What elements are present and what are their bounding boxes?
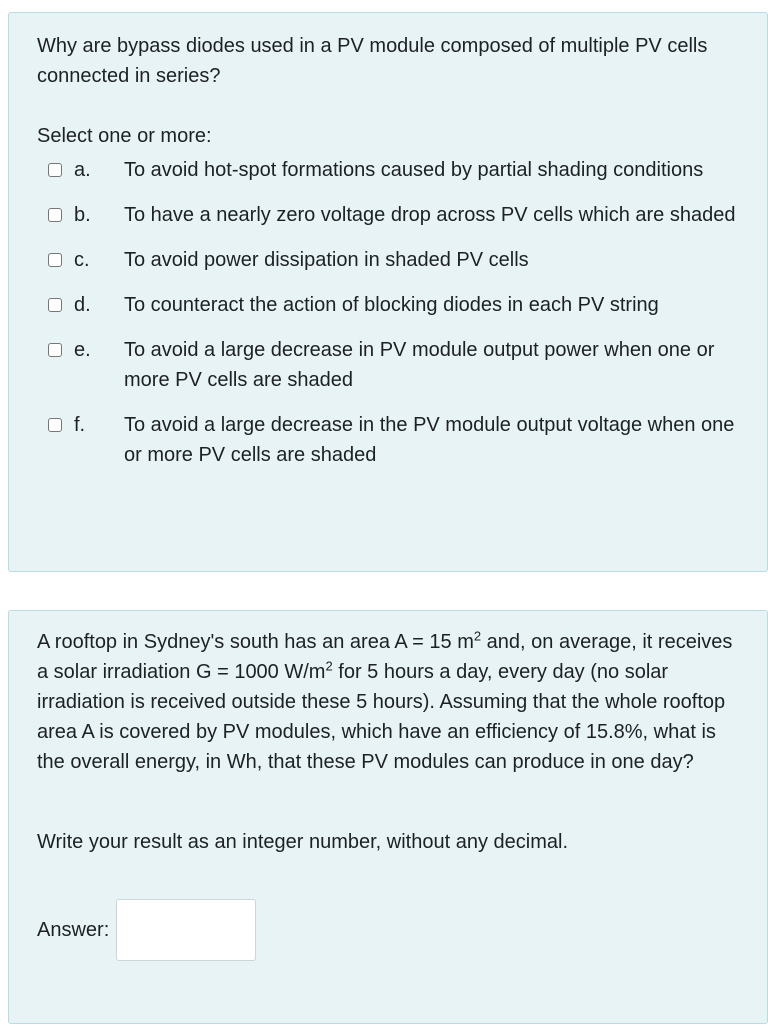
option-letter: c. bbox=[74, 249, 90, 271]
question-text-part1: A rooftop in Sydney's south has an area A = 15 m bbox=[37, 631, 474, 653]
option-d[interactable] bbox=[37, 290, 739, 320]
superscript-2: 2 bbox=[473, 628, 482, 644]
question-text bbox=[37, 627, 739, 777]
question-card-1 bbox=[8, 12, 768, 572]
option-text: To avoid a large decrease in PV module output power when one or more PV cells are shaded bbox=[124, 339, 715, 391]
checkbox-b[interactable] bbox=[48, 208, 62, 222]
question-text-part3: for 5 hours a day, every day (no solar irradiation is received outside these 5 hours). Assuming that the whole rooftop area A is covered by PV modules, which have an efficiency of 15.8%, what is the overall energy, in Wh, that these PV modules can produce in one day? bbox=[37, 661, 726, 773]
checkbox-e[interactable] bbox=[48, 343, 62, 357]
option-letter: d. bbox=[74, 294, 91, 316]
question-text-part2: and, on average, it receives a solar irradiation G = 1000 W/m bbox=[37, 631, 733, 683]
option-text: To avoid hot-spot formations caused by partial shading conditions bbox=[124, 159, 704, 181]
checkbox-a[interactable] bbox=[48, 163, 62, 177]
option-c[interactable] bbox=[37, 245, 739, 275]
question-text: Why are bypass diodes used in a PV module composed of multiple PV cells connected in series? bbox=[37, 35, 708, 87]
option-b[interactable] bbox=[37, 200, 739, 230]
checkbox-c[interactable] bbox=[48, 253, 62, 267]
checkbox-d[interactable] bbox=[48, 298, 62, 312]
checkbox-f[interactable] bbox=[48, 418, 62, 432]
option-letter: f. bbox=[74, 414, 86, 436]
option-text: To avoid power dissipation in shaded PV cells bbox=[124, 249, 529, 271]
option-letter: e. bbox=[74, 339, 91, 361]
option-text: To avoid a large decrease in the PV module output voltage when one or more PV cells are shaded bbox=[124, 414, 735, 466]
question-card-2 bbox=[8, 610, 768, 1024]
option-text: To counteract the action of blocking diodes in each PV string bbox=[124, 294, 659, 316]
option-f[interactable] bbox=[37, 410, 739, 470]
option-text: To have a nearly zero voltage drop across PV cells which are shaded bbox=[124, 204, 736, 226]
option-e[interactable] bbox=[37, 335, 739, 395]
answer-label: Answer: bbox=[37, 918, 110, 941]
instruction-text: Write your result as an integer number, without any decimal. bbox=[37, 831, 568, 853]
superscript-2: 2 bbox=[325, 658, 333, 674]
option-letter: a. bbox=[74, 159, 91, 181]
select-prompt: Select one or more: bbox=[37, 125, 212, 147]
option-letter: b. bbox=[74, 204, 91, 226]
answer-input[interactable] bbox=[116, 899, 256, 961]
option-a[interactable] bbox=[37, 155, 739, 185]
answer-row bbox=[37, 899, 739, 961]
